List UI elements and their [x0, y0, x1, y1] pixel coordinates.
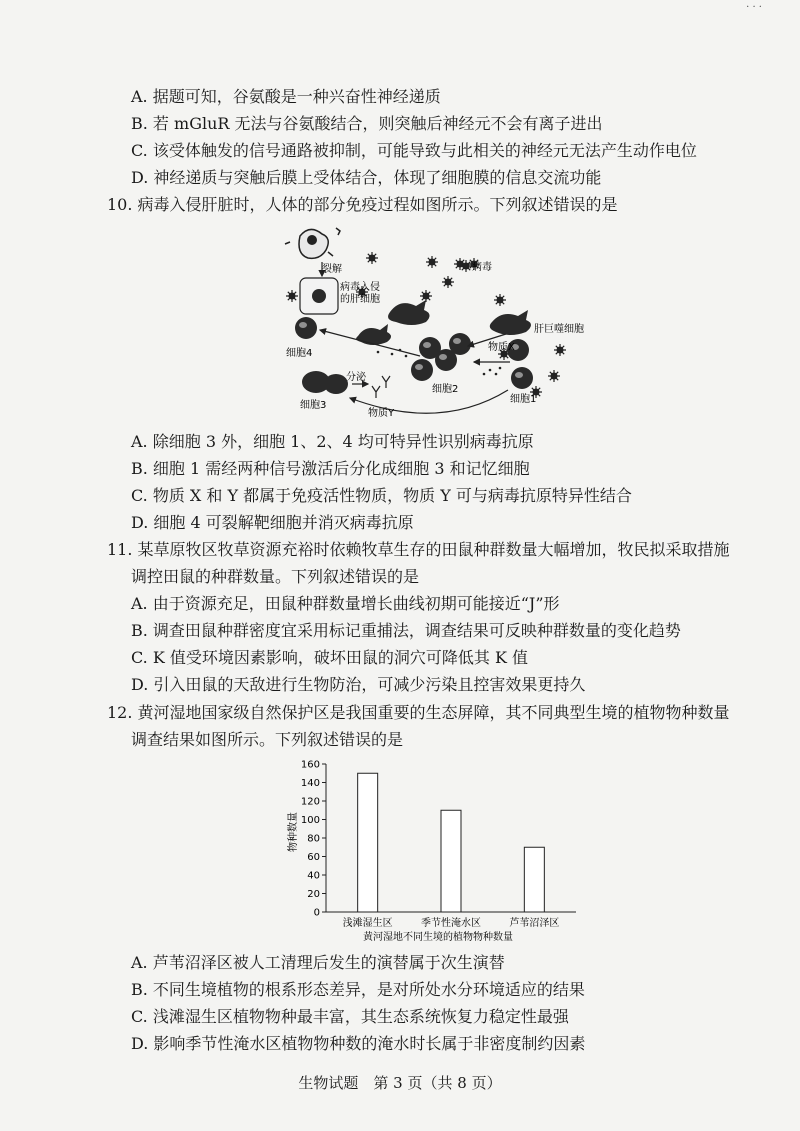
q10-option-b: B. 细胞 1 需经两种信号激活后分化成细胞 3 和记忆细胞	[131, 459, 530, 478]
label-cell3: 细胞3	[300, 400, 327, 411]
y-tick-label: 100	[300, 815, 320, 826]
chart-ylabel: 物种数量	[288, 812, 299, 852]
q12-option-a: A. 芦苇沼泽区被人工清理后发生的演替属于次生演替	[131, 953, 505, 972]
q11-option-a: A. 由于资源充足，田鼠种群数量增长曲线初期可能接近“J”形	[131, 594, 560, 613]
bar-2	[524, 847, 544, 912]
q10-option-c: C. 物质 X 和 Y 都属于免疫活性物质，物质 Y 可与病毒抗原特异性结合	[131, 486, 632, 505]
label-lysis: 裂解	[322, 264, 342, 275]
q12-stem-line2: 调查结果如图所示。下列叙述错误的是	[131, 730, 404, 749]
x-tick-label: 芦苇沼泽区	[509, 918, 560, 929]
q10-option-d: D. 细胞 4 可裂解靶细胞并消灭病毒抗原	[131, 513, 414, 532]
y-tick-label: 20	[307, 889, 320, 900]
q10-stem: 10. 病毒入侵肝脏时，人体的部分免疫过程如图所示。下列叙述错误的是	[107, 195, 618, 214]
y-tick-label: 160	[300, 759, 320, 771]
label-cell2: 细胞2	[432, 384, 459, 395]
y-tick-label: 120	[300, 796, 320, 808]
macrophage-icon	[388, 300, 430, 325]
label-infected-cell-1: 病毒入侵	[340, 282, 380, 293]
q11-option-b: B. 调查田鼠种群密度宜采用标记重捕法，调查结果可反映种群数量的变化趋势	[131, 621, 681, 640]
q11-option-c: C. K 值受环境因素影响，破坏田鼠的洞穴可降低其 K 值	[131, 648, 529, 667]
corner-mark: · · ·	[746, 2, 762, 13]
label-macrophage: 肝巨噬细胞	[534, 324, 584, 335]
q12-option-b: B. 不同生境植物的根系形态差异，是对所处水分环境适应的结果	[131, 980, 585, 999]
label-substance-y: 物质Y	[368, 408, 395, 419]
x-tick-label: 浅滩湿生区	[342, 918, 393, 929]
q9-option-a: A. 据题可知，谷氨酸是一种兴奋性神经递质	[131, 87, 441, 106]
q11-option-d: D. 引入田鼠的天敌进行生物防治，可减少污染且控害效果更持久	[131, 675, 586, 694]
q9-option-b: B. 若 mGluR 无法与谷氨酸结合，则突触后神经元不会有离子进出	[131, 114, 603, 133]
label-virus: 病毒	[472, 262, 492, 273]
immune-process-figure	[260, 222, 600, 422]
x-tick-label: 季节性淹水区	[421, 918, 481, 929]
y-tick-label: 80	[307, 833, 320, 845]
q9-option-d: D. 神经递质与突触后膜上受体结合，体现了细胞膜的信息交流功能	[131, 168, 602, 187]
y-tick-label: 0	[313, 907, 320, 919]
label-cell1: 细胞1	[510, 394, 537, 405]
bar-1	[441, 810, 461, 912]
label-secrete: 分泌	[346, 372, 366, 383]
q11-stem-line2: 调控田鼠的种群数量。下列叙述错误的是	[131, 567, 420, 586]
page-footer: 生物试题 第 3 页（共 8 页）	[298, 1074, 502, 1092]
label-cell4: 细胞4	[286, 348, 313, 359]
q12-option-d: D. 影响季节性淹水区植物物种数的淹水时长属于非密度制约因素	[131, 1034, 586, 1053]
cell4-icon	[295, 317, 317, 339]
q12-stem-line1: 12. 黄河湿地国家级自然保护区是我国重要的生态屏障，其不同典型生境的植物物种数量	[107, 703, 730, 722]
q11-stem-line1: 11. 某草原牧区牧草资源充裕时依赖牧草生存的田鼠种群数量大幅增加，牧民拟采取措施	[107, 540, 730, 559]
q12-option-c: C. 浅滩湿生区植物物种最丰富，其生态系统恢复力稳定性最强	[131, 1007, 569, 1026]
bar-0	[358, 773, 378, 912]
label-infected-cell-2: 的肝细胞	[340, 294, 380, 305]
q10-option-a: A. 除细胞 3 外，细胞 1、2、4 均可特异性识别病毒抗原	[131, 432, 534, 451]
q9-option-c: C. 该受体触发的信号通路被抑制，可能导致与此相关的神经元无法产生动作电位	[131, 141, 697, 160]
plant-species-bar-chart	[280, 752, 580, 952]
y-tick-label: 60	[307, 852, 320, 863]
y-tick-label: 140	[300, 778, 320, 789]
y-tick-label: 40	[307, 870, 320, 882]
label-substance-x: 物质X	[488, 342, 515, 353]
chart-xlabel: 黄河湿地不同生境的植物物种数量	[363, 932, 513, 943]
